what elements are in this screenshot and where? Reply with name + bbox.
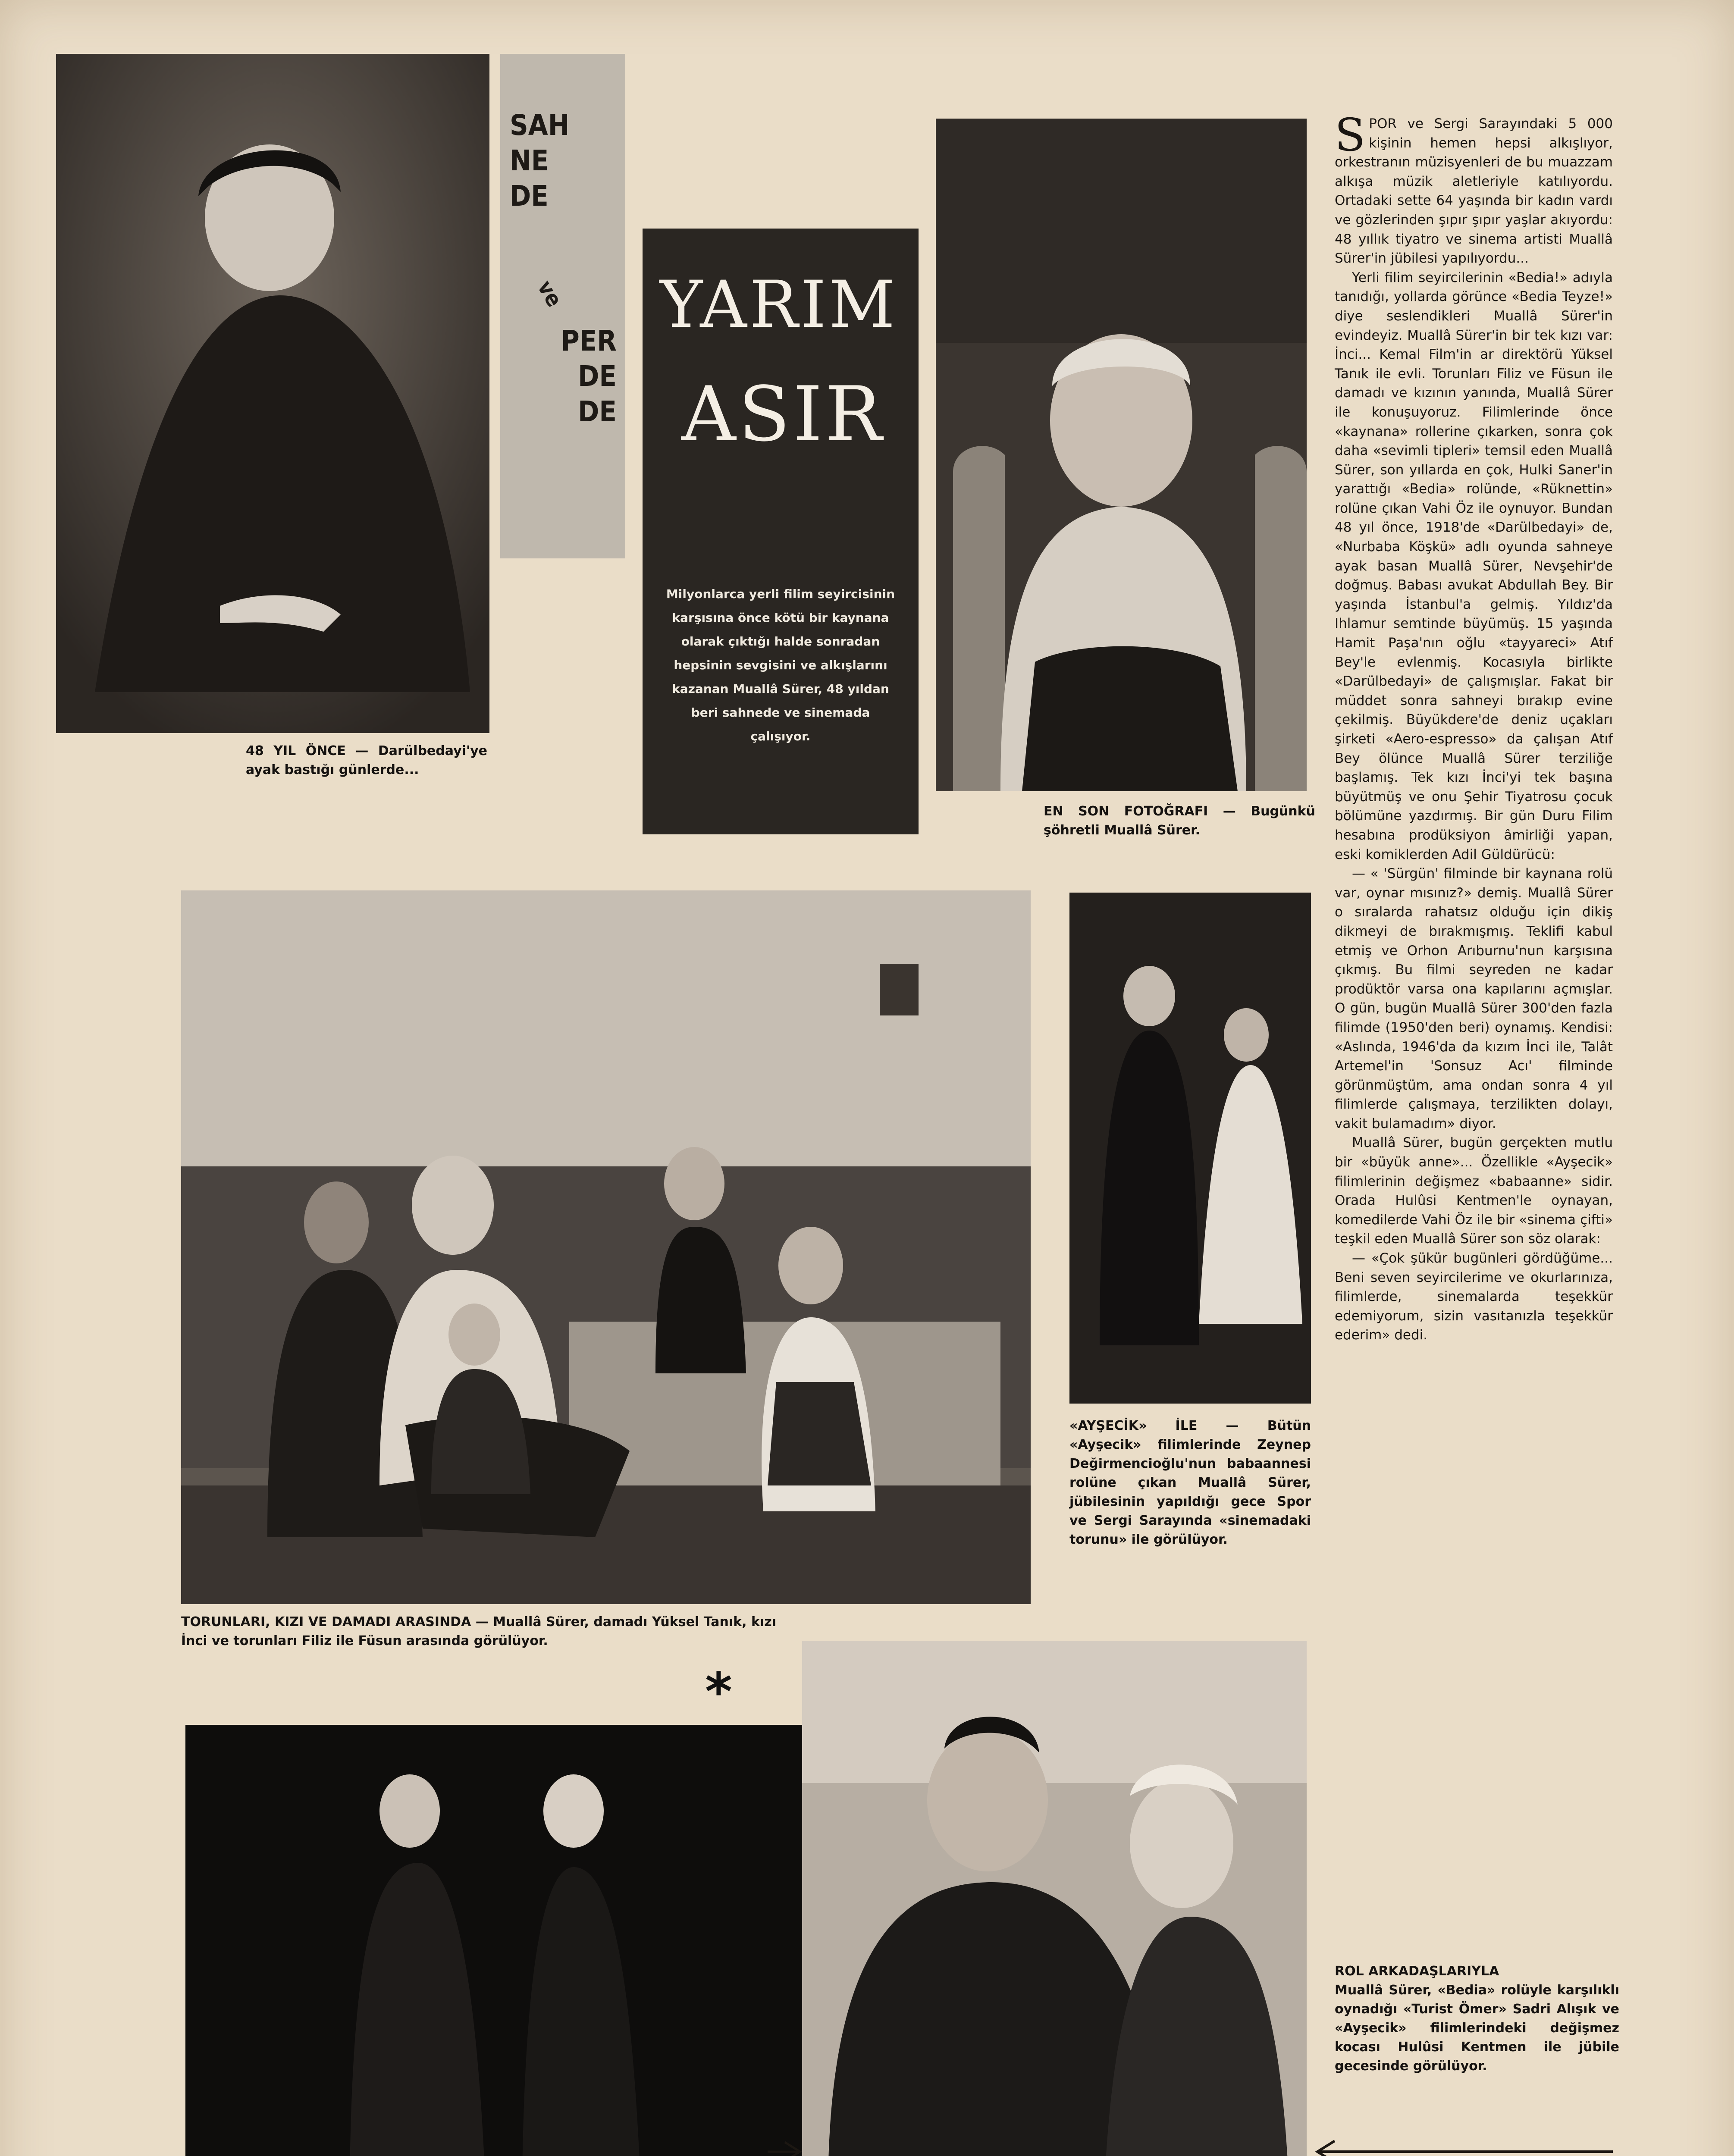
article-paragraph: Muallâ Sürer, bugün gerçekten mutlu bir «büyük anne»... Özellikle «Ayşecik» filimlerinin değişmez «babaanne» sidir. Orada Hulûsi Kentmen'le oynayan, komedilerde Vahi Öz ile bir «sinema çifti» teşkil eden Muallâ Sürer son söz olarak: (1335, 1135, 1613, 1247)
side-title-line: DE (578, 395, 617, 428)
caption-young-text: Darülbedayi'ye ayak bastığı günlerde... (246, 743, 487, 777)
headline-box (643, 229, 919, 834)
family-image (181, 890, 1031, 1604)
article-paragraph: — «Çok şükür bugünleri gördüğüme... Beni seven seyircilerime ve okurlarınıza, filimlerde, sinemalarda teşekkür edemiyorum, sizin vasıtanızla teşekkür ederim» dedi. (1335, 1250, 1613, 1343)
article-dropcap: S (1335, 109, 1366, 161)
arrow-left-icon (1311, 2139, 1613, 2156)
caption-roles-text: Muallâ Sürer, «Bedia» rolüyle karşılıklı oynadığı «Turist Ömer» Sadri Alışık ve «Ayşecik» filimlerindeki değişmez kocası Hulûsi Kentmen ile jübile gecesinde görülüyor. (1335, 1983, 1619, 2074)
aysecik-image (1069, 893, 1311, 1404)
photo-family (181, 890, 1031, 1604)
photo-stage (185, 1725, 806, 2156)
caption-latest-text: Bugünkü şöhretli Muallâ Sürer. (1044, 804, 1315, 838)
article-paragraph: — « 'Sürgün' filminde bir kaynana rolü var, oynar mısınız?» demiş. Muallâ Sürer o sıralarda rahatsız olduğu için dikiş dikmeyi de bırakmışmış. Teklifi kabul etmiş ve Orhon Arıburnu'nun karşısına çıkmış. Bu filmi seyreden ne kadar prodüktör varsa ona kapılarını açmışlar. O gün, bugün Muallâ Sürer 300'den fazla filimde (1950'den beri) oynamış. Kendisi: «Aslında, 1946'da da kızım İnci ile, Talât Artemel'in 'Sonsuz Acı' filminde görünmüştüm, ama ondan sonra 4 yıl filimlerde çalışmaya, terzilikten dolayı, vakit bulamadım» diyor. (1335, 866, 1613, 1131)
caption-family-lead: TORUNLARI, KIZI VE DAMADI ARASINDA — (181, 1614, 489, 1630)
article-paragraph: POR ve Sergi Sarayındaki 5 000 kişinin hemen hepsi alkışlıyor, orkestranın müzisyenleri de bu muazzam alkışa müzik aletleriyle katılıyordu. Ortadaki sette 64 yaşında bir kadın vardı ve gözlerinden şıpır şıpır yaşlar akıyordu: 48 yıllık tiyatro ve sinema artisti Muallâ Sürer'in jübilesi yapılıyordu... (1335, 116, 1613, 266)
caption-latest-lead: EN SON FOTOĞRAFI — (1044, 804, 1236, 819)
role-partners-image (802, 1641, 1307, 2156)
caption-aysecik (1069, 1416, 1311, 1549)
side-title-line: NE (510, 144, 549, 177)
side-title-line: PER (561, 324, 617, 357)
caption-roles-lead: ROL ARKADAŞLARIYLA (1335, 1964, 1499, 1979)
side-title-bottom (561, 323, 617, 429)
caption-family-text: Muallâ Sürer, damadı Yüksel Tanık, kızı İnci ve torunları Filiz ile Füsun arasında görülüyor. (181, 1614, 777, 1648)
portrait-image (56, 54, 489, 733)
caption-family (181, 1613, 776, 1651)
latest-portrait-image (936, 119, 1307, 791)
caption-aysecik-text: Bütün «Ayşecik» filimlerinde Zeynep Değirmencioğlu'nun babaannesi rolüne çıkan Muallâ Sürer, jübilesinin yapıldığı gece Spor ve Sergi Sarayında «sinemadaki torunu» ile görülüyor. (1069, 1418, 1311, 1547)
arrow-right-icon (768, 2139, 802, 2156)
side-title-line: DE (510, 179, 549, 213)
article-paragraph: Yerli filim seyircilerinin «Bedia!» adıyla tanıdığı, yollarda görünce «Bedia Teyze!» diye seslendikleri Muallâ Sürer'in evindeyiz. Muallâ Sürer'in bir tek kızı var: İnci... Kemal Film'in ar direktörü Yüksel Tanık ile evli. Torunları Filiz ve Füsun ile damadı ve kızının yanında, Muallâ Sürer ile konuşuyoruz. Filimlerinde önce «kaynana» rollerine çıkarken, sonra çok daha «sevimli tipleri» temsil eden Muallâ Sürer, son yıllarda en çok, Hulki Saner'in yarattığı «Bedia» rolünde, «Rüknettin» rolüne çıkan Vahi Öz ile oynuyor. Bundan 48 yıl önce, 1918'de «Darülbedayi» de, «Nurbaba Köşkü» adlı oyunda sahneye ayak basan Muallâ Sürer, Nevşehir'de doğmuş. Babası avukat Abdullah Bey. Bir yaşında İstanbul'a gelmiş. Yıldız'da Ihlamur semtinde büyümüş. 15 yaşında Hamit Paşa'nın oğlu «tayyareci» Atıf Bey'le evlenmiş. Kocasıyla birlikte «Darülbedayi» de çalışmışlar. Fakat bir müddet sonra sahneyi bırakıp evine çekilmiş. Büyükdere'de deniz uçakları şirketi «Aero-espresso» da çalışan Atıf Bey ölünce Muallâ Sürer terziliğe başlamış. Tek kızı İnci'yi tek başına büyütmüş ve onu Şehir Tiyatrosu çocuk bölümüne yazdırmış. Bir gün Duru Filim hesabına prodüksiyon âmirliği yapan, eski komiklerden Adil Güldürücü: (1335, 270, 1613, 862)
side-title-line: SAH (510, 109, 570, 142)
stage-image (185, 1725, 806, 2156)
headline-line2: ASIR (681, 371, 885, 458)
headline-line1: YARIM (660, 267, 898, 342)
side-title-top (510, 108, 570, 214)
caption-young (246, 742, 487, 780)
photo-young-portrait (56, 54, 489, 733)
article-column (1335, 109, 1613, 1345)
photo-role-partners (802, 1641, 1307, 2156)
headline-intro: Milyonlarca yerli filim seyircisinin karşısına önce kötü bir kaynana olarak çıktığı halde sonradan hepsinin sevgisini ve alkışlarını kazanan Muallâ Sürer, 48 yıldan beri sahnede ve sinemada çalışıyor. (666, 587, 895, 743)
photo-latest-portrait (936, 119, 1307, 791)
photo-aysecik (1069, 893, 1311, 1404)
caption-aysecik-lead: «AYŞECİK» İLE — (1069, 1418, 1239, 1433)
asterisk-ornament: * (705, 1662, 732, 1722)
caption-latest (1044, 802, 1315, 840)
side-title-connector: ve (532, 276, 567, 311)
caption-young-lead: 48 YIL ÖNCE — (246, 743, 369, 758)
caption-roles (1335, 1962, 1619, 2076)
side-title-line: DE (578, 360, 617, 393)
